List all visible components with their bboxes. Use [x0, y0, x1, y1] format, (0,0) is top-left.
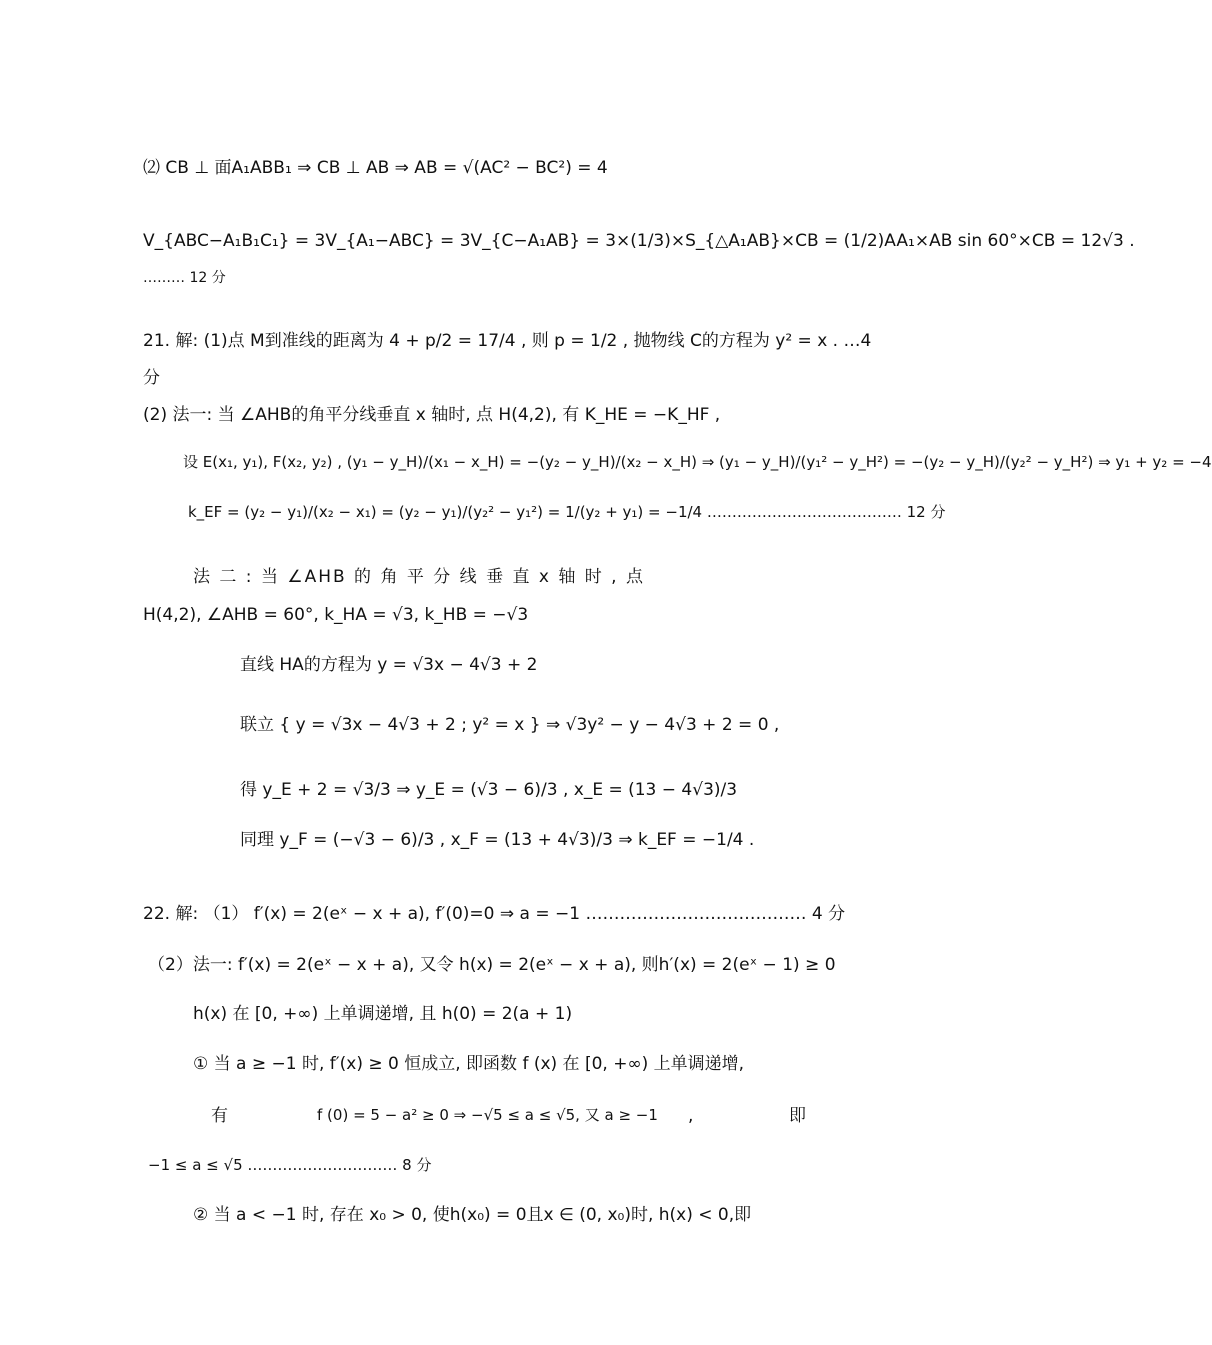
text-line-19-comma: ,	[688, 1106, 694, 1126]
text-line-18: ① 当 a ≥ −1 时, f′(x) ≥ 0 恒成立, 即函数 f (x) 在 [0, +∞) 上单调递增,	[193, 1054, 745, 1074]
text-line-19-formula: f (0) = 5 − a² ≥ 0 ⇒ −√5 ≤ a ≤ √5, 又 a ≥ −1	[317, 1106, 658, 1124]
text-line-19-ji: 即	[789, 1106, 806, 1126]
problem-22-heading: 22. 解: （1） f′(x) = 2(eˣ − x + a), f′(0)=0 ⇒ a = −1 ………………………………… 4 分	[143, 904, 846, 924]
text-line-2: V_{ABC−A₁B₁C₁} = 3V_{A₁−ABC} = 3V_{C−A₁AB} = 3×(1/3)×S_{△A₁AB}×CB = (1/2)AA₁×AB sin 60°×CB = 12√3 .	[143, 231, 1135, 251]
text-line-7: 设 E(x₁, y₁), F(x₂, y₂) , (y₁ − y_H)/(x₁ − x_H) = −(y₂ − y_H)/(x₂ − x_H) ⇒ (y₁ − y_H)/(y₁² − y_H²) = −(y₂ − y_H)/(y₂² − y_H²) ⇒ y₁ + y₂ = −4	[183, 453, 1212, 471]
text-line-14: 同理 y_F = (−√3 − 6)/3 , x_F = (13 + 4√3)/3 ⇒ k_EF = −1/4 .	[240, 830, 755, 850]
problem-21-heading: 21. 解: (1)点 M到准线的距离为 4 + p/2 = 17/4 , 则 p = 1/2 , 抛物线 C的方程为 y² = x . …4	[143, 331, 872, 351]
text-line-12: 联立 { y = √3x − 4√3 + 2 ; y² = x } ⇒ √3y² − y − 4√3 + 2 = 0 ,	[240, 715, 780, 735]
text-line-5: 分	[143, 368, 160, 388]
text-line-21: ② 当 a < −1 时, 存在 x₀ > 0, 使h(x₀) = 0且x ∈ (0, x₀)时, h(x) < 0,即	[193, 1205, 752, 1225]
text-line-9: 法 二 : 当 ∠AHB 的 角 平 分 线 垂 直 x 轴 时 , 点	[193, 567, 645, 587]
text-line-19-lead: 有	[211, 1106, 228, 1126]
text-line-8: k_EF = (y₂ − y₁)/(x₂ − x₁) = (y₂ − y₁)/(y₂² − y₁²) = 1/(y₂ + y₁) = −1/4 ………………………………… 12 分	[188, 503, 946, 521]
text-line-6: (2) 法一: 当 ∠AHB的角平分线垂直 x 轴时, 点 H(4,2), 有 K_HE = −K_HF ,	[143, 405, 721, 425]
text-line-3: ……… 12 分	[143, 270, 226, 286]
text-line-16: （2）法一: f′(x) = 2(eˣ − x + a), 又令 h(x) = 2(eˣ − x + a), 则h′(x) = 2(eˣ − 1) ≥ 0	[148, 955, 836, 975]
text-line-20: −1 ≤ a ≤ √5 ………………………… 8 分	[148, 1156, 432, 1174]
text-line-13: 得 y_E + 2 = √3/3 ⇒ y_E = (√3 − 6)/3 , x_E = (13 − 4√3)/3	[240, 780, 738, 800]
text-line-10: H(4,2), ∠AHB = 60°, k_HA = √3, k_HB = −√3	[143, 605, 529, 625]
text-line-1: ⑵ CB ⊥ 面A₁ABB₁ ⇒ CB ⊥ AB ⇒ AB = √(AC² − BC²) = 4	[143, 158, 608, 178]
text-line-17: h(x) 在 [0, +∞) 上单调递增, 且 h(0) = 2(a + 1)	[193, 1004, 573, 1024]
text-line-11: 直线 HA的方程为 y = √3x − 4√3 + 2	[240, 655, 538, 675]
